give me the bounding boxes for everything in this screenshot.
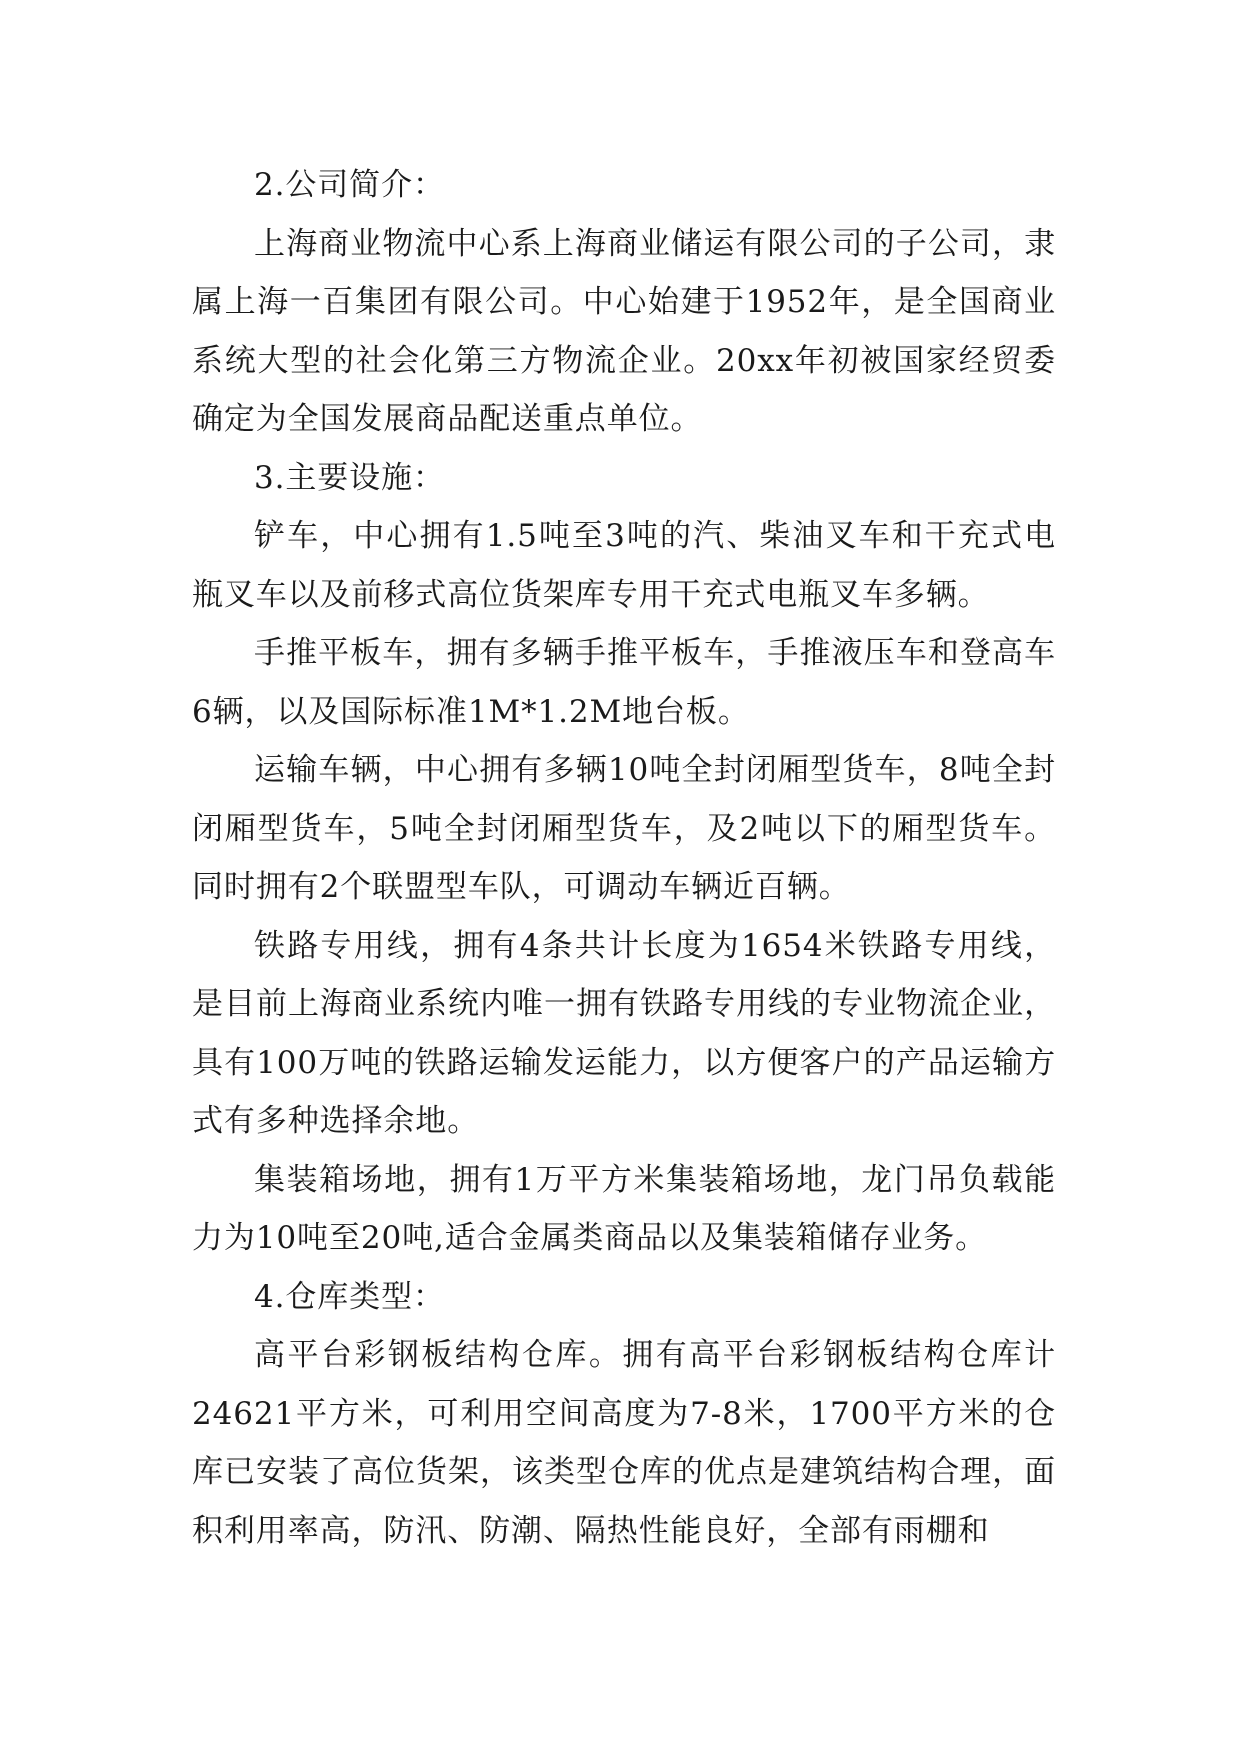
section-heading-warehouse-types: 4.仓库类型： xyxy=(254,1278,445,1315)
paragraph-railway-line: 铁路专用线，拥有4条共计长度为1654米铁路专用线，是目前上海商业系统内唯一拥有铁路专用线的专业物流企业，具有100万吨的铁路运输发运能力，以方便客户的产品运输方式有多种选择余地。 xyxy=(192,927,1056,1139)
section-heading-main-facilities: 3.主要设施： xyxy=(254,459,445,496)
paragraph-container-yard: 集装箱场地，拥有1万平方米集装箱场地，龙门吊负载能力为10吨至20吨,适合金属类商品以及集装箱储存业务。 xyxy=(192,1161,1056,1256)
paragraph-steel-warehouse: 高平台彩钢板结构仓库。拥有高平台彩钢板结构仓库计24621平方米，可利用空间高度为7-8米，1700平方米的仓库已安装了高位货架，该类型仓库的优点是建筑结构合理，面积利用率高，防汛、防潮、隔热性能良好，全部有雨棚和 xyxy=(192,1337,1056,1549)
paragraph-forklifts: 铲车，中心拥有1.5吨至3吨的汽、柴油叉车和干充式电瓶叉车以及前移式高位货架库专用干充式电瓶叉车多辆。 xyxy=(192,518,1056,613)
document-body xyxy=(192,156,1056,1560)
paragraph-transport-vehicles: 运输车辆，中心拥有多辆10吨全封闭厢型货车，8吨全封闭厢型货车，5吨全封闭厢型货车，及2吨以下的厢型货车。同时拥有2个联盟型车队，可调动车辆近百辆。 xyxy=(192,752,1056,905)
paragraph-hand-carts: 手推平板车，拥有多辆手推平板车，手推液压车和登高车6辆，以及国际标准1M*1.2M地台板。 xyxy=(192,635,1056,730)
paragraph-company-profile: 上海商业物流中心系上海商业储运有限公司的子公司，隶属上海一百集团有限公司。中心始建于1952年，是全国商业系统大型的社会化第三方物流企业。20xx年初被国家经贸委确定为全国发展商品配送重点单位。 xyxy=(192,225,1056,437)
section-heading-company-profile: 2.公司简介： xyxy=(254,167,445,203)
